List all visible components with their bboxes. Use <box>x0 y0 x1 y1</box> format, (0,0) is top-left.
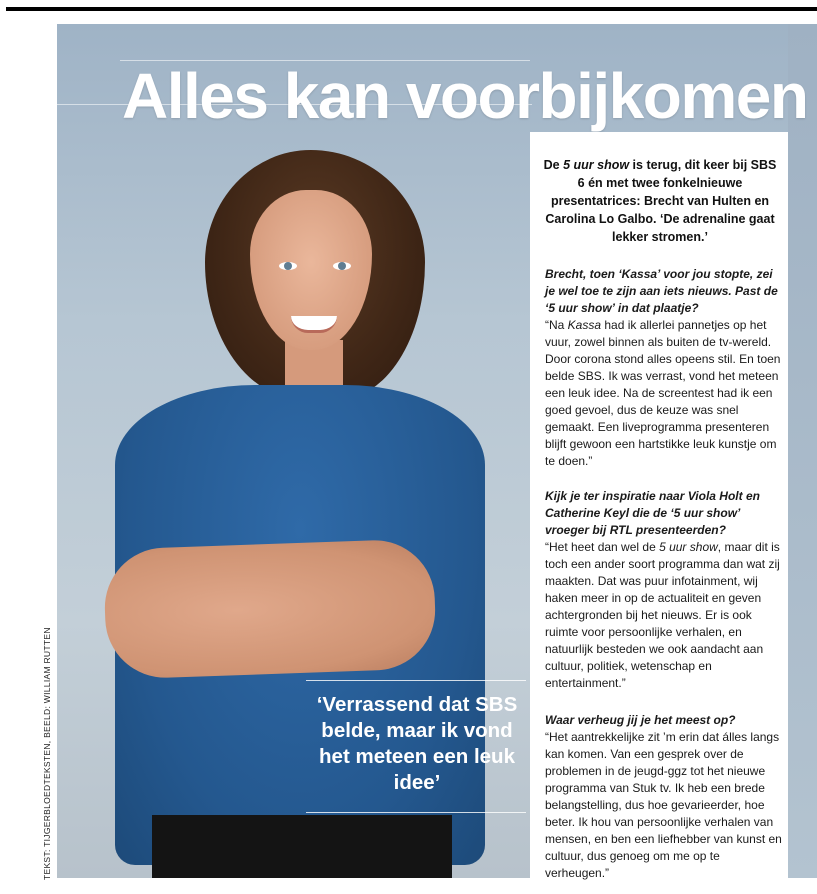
question-1: Brecht, toen ‘Kassa’ voor jou stopte, zei je wel toe te zijn aan iets nieuws. Past de ‘5 uur show’ in dat plaatje? <box>545 267 778 315</box>
qa-block-2 <box>545 488 785 692</box>
photo-edge-strip <box>788 24 817 878</box>
top-rule <box>6 7 817 11</box>
dark-pants-shape <box>152 815 452 878</box>
answer-3 <box>545 729 785 882</box>
answer-2-post: , maar dit is toch een ander soort programma dan wat zij maakten. Dat was puur infotainment, wij haken meer in op de actualiteit en geven achtergronden bij het nieuws. Er is ook ruimte voor persoonlijke verhalen, en natuurlijk besteden we ook aandacht aan cultuur, politiek, wetenschap en entertainment.” <box>545 540 780 690</box>
crossed-arms-shape <box>103 538 437 679</box>
answer-2-em: 5 uur show <box>659 540 718 554</box>
answer-1-pre: “Na <box>545 318 568 332</box>
pullquote-rule-bottom <box>306 812 526 813</box>
photo-credits: TEKST: TIJGERBLOEDTEKSTEN, BEELD: WILLIAM RUTTEN <box>42 627 52 880</box>
left-eye-shape <box>279 262 297 270</box>
lead-show-title: 5 uur show <box>563 158 630 172</box>
lead-paragraph <box>540 156 780 246</box>
right-eye-shape <box>333 262 351 270</box>
answer-1 <box>545 317 785 470</box>
headline: Alles kan voorbijkomen <box>122 60 808 132</box>
question-3: Waar verheug jij je het meest op? <box>545 713 736 727</box>
answer-2-pre: “Het heet dan wel de <box>545 540 660 554</box>
pullquote-rule-top <box>306 680 526 681</box>
qa-block-1 <box>545 266 785 470</box>
pull-quote: ‘Verrassend dat SBS belde, maar ik vond het meteen een leuk idee’ <box>316 693 518 794</box>
lead-text-2: is terug, dit keer bij SBS 6 én met twee fonkelnieuwe presentatrices: Brecht van Hulten en Carolina Lo Galbo. ‘De adrenaline gaat lekker stromen.’ <box>545 158 777 244</box>
qa-block-3 <box>545 712 785 882</box>
question-2: Kijk je ter inspiratie naar Viola Holt en Catherine Keyl die de ‘5 uur show’ vroeger bij RTL presenteerden? <box>545 489 760 537</box>
answer-2 <box>545 539 785 692</box>
answer-3-text: “Het aantrekkelijke zit ’m erin dat álles langs kan komen. Van een gesprek over de problemen in de jeugd-ggz tot het nieuwe programma van Stuk tv. Ik heb een brede belangstelling, dus hoe gevarieerder, hoe beter. Ik hou van persoonlijke verhalen van mensen, en ben een liefhebber van kunst en cultuur, dus genoeg om me op te verheugen.” <box>545 730 782 880</box>
answer-1-post: had ik allerlei pannetjes op het vuur, zowel binnen als buiten de tv-wereld. Door corona stond alles opeens stil. En toen belde SBS. Ik was verrast, vond het meteen een leuk idee. Na de screentest had ik een goed gevoel, dus de keuze was snel gemaakt. Een liveprogramma presenteren blijft gewoon een hartstikke leuk kunstje om te doen.” <box>545 318 781 468</box>
lead-text-1: De <box>543 158 564 172</box>
answer-1-em: Kassa <box>567 318 602 332</box>
